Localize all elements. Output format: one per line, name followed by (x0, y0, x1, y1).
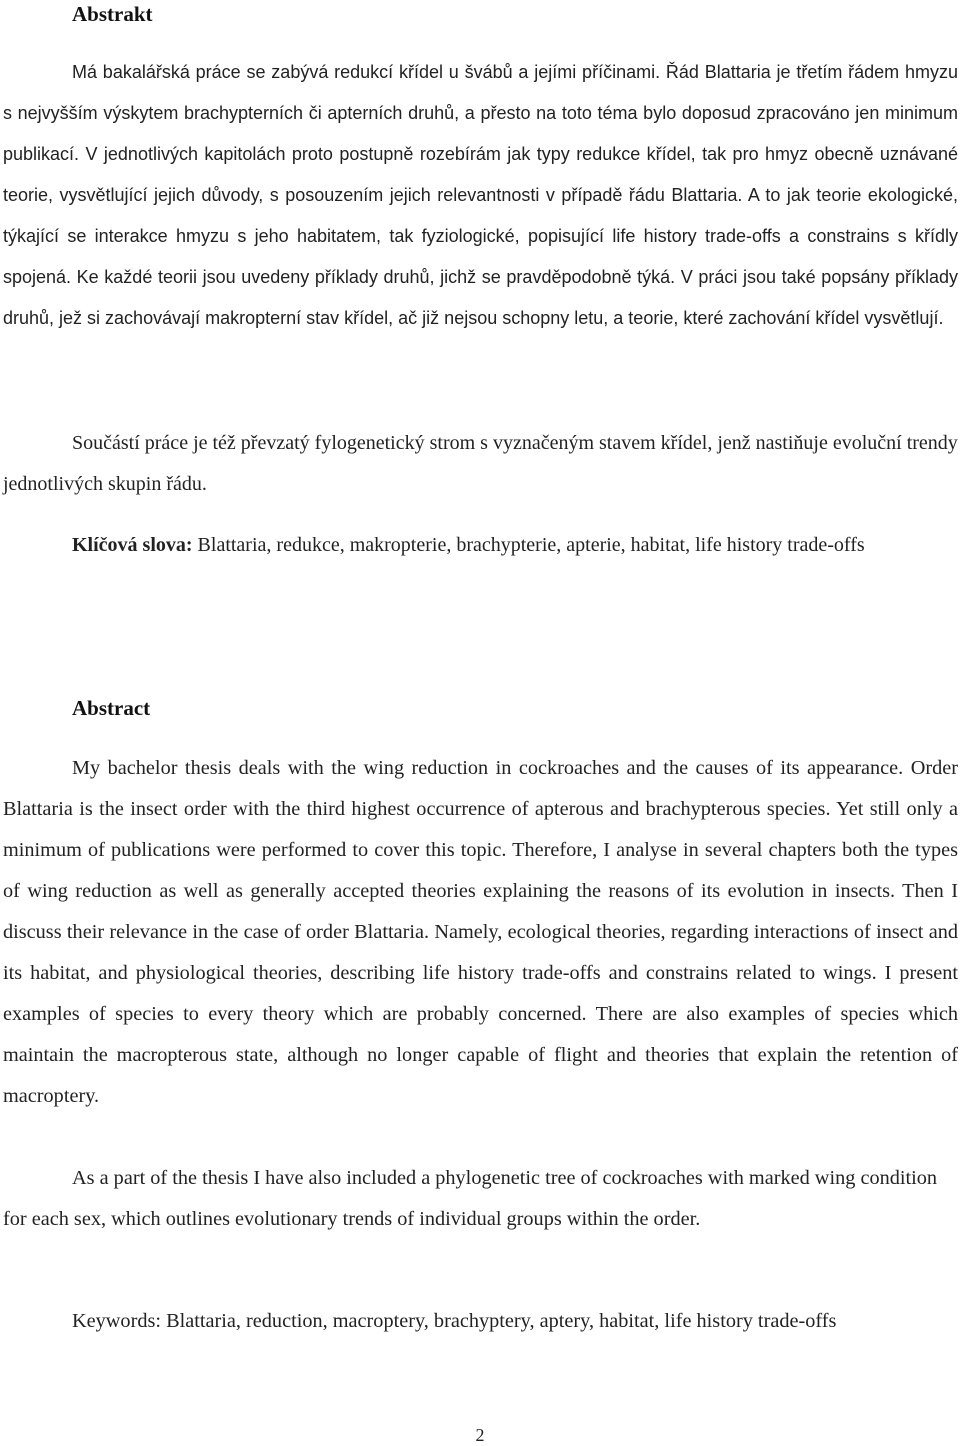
czech-abstract-heading: Abstrakt (72, 2, 153, 26)
page-number: 2 (475, 1425, 485, 1445)
english-abstract-paragraph-2: As a part of the thesis I have also included a phylogenetic tree of cockroaches with marked wing condition for each sex, which outlines evolutionary trends of individual groups within the order. (3, 1167, 938, 1230)
czech-keywords-list: Blattaria, redukce, makropterie, brachypterie, apterie, habitat, life history trade-offs (192, 534, 865, 556)
czech-abstract-paragraph-2: Součástí práce je též převzatý fylogenetický strom s vyznačeným stavem křídel, jenž nastiňuje evoluční trendy jednotlivých skupin řádu. (3, 432, 958, 495)
czech-keywords (3, 525, 958, 566)
czech-abstract-paragraph-1: Má bakalářská práce se zabývá redukcí křídel u švábů a jejími příčinami. Řád Blattaria je třetím řádem hmyzu s nejvyšším výskytem brachypterních či apterních druhů, a přesto na toto téma bylo doposud zpracováno jen minimum publikací. V jednotlivých kapitolách proto postupně rozebírám jak typy redukce křídel, tak pro hmyz obecně uznávané teorie, vysvětlující jejich důvody, s posouzením jejich relevantnosti v případě řádu Blattaria. A to jak teorie ekologické, týkající se interakce hmyzu s jeho habitatem, tak fyziologické, popisující life history trade-offs a constrains s křídly spojená. Ke každé teorii jsou uvedeny příklady druhů, jichž se pravděpodobně týká. V práci jsou také popsány příklady druhů, jež si zachovávají makropterní stav křídel, ač již nejsou schopny letu, a teorie, které zachování křídel vysvětlují. (3, 62, 958, 328)
english-keywords: Keywords: Blattaria, reduction, macroptery, brachyptery, aptery, habitat, life history trade-offs (72, 1310, 837, 1332)
czech-keywords-label: Klíčová slova: (72, 534, 193, 556)
english-abstract-paragraph-1: My bachelor thesis deals with the wing reduction in cockroaches and the causes of its appearance. Order Blattaria is the insect order with the third highest occurrence of apterous and brachypterous species. Yet still only a minimum of publications were performed to cover this topic. Therefore, I analyse in several chapters both the types of wing reduction as well as generally accepted theories explaining the reasons of its evolution in insects. Then I discuss their relevance in the case of order Blattaria. Namely, ecological theories, regarding interactions of insect and its habitat, and physiological theories, describing life history trade-offs and constrains related to wings. I present examples of species to every theory which are probably concerned. There are also examples of species which maintain the macropterous state, although no longer capable of flight and theories that explain the retention of macroptery. (3, 757, 958, 1107)
english-abstract-heading: Abstract (72, 696, 151, 720)
